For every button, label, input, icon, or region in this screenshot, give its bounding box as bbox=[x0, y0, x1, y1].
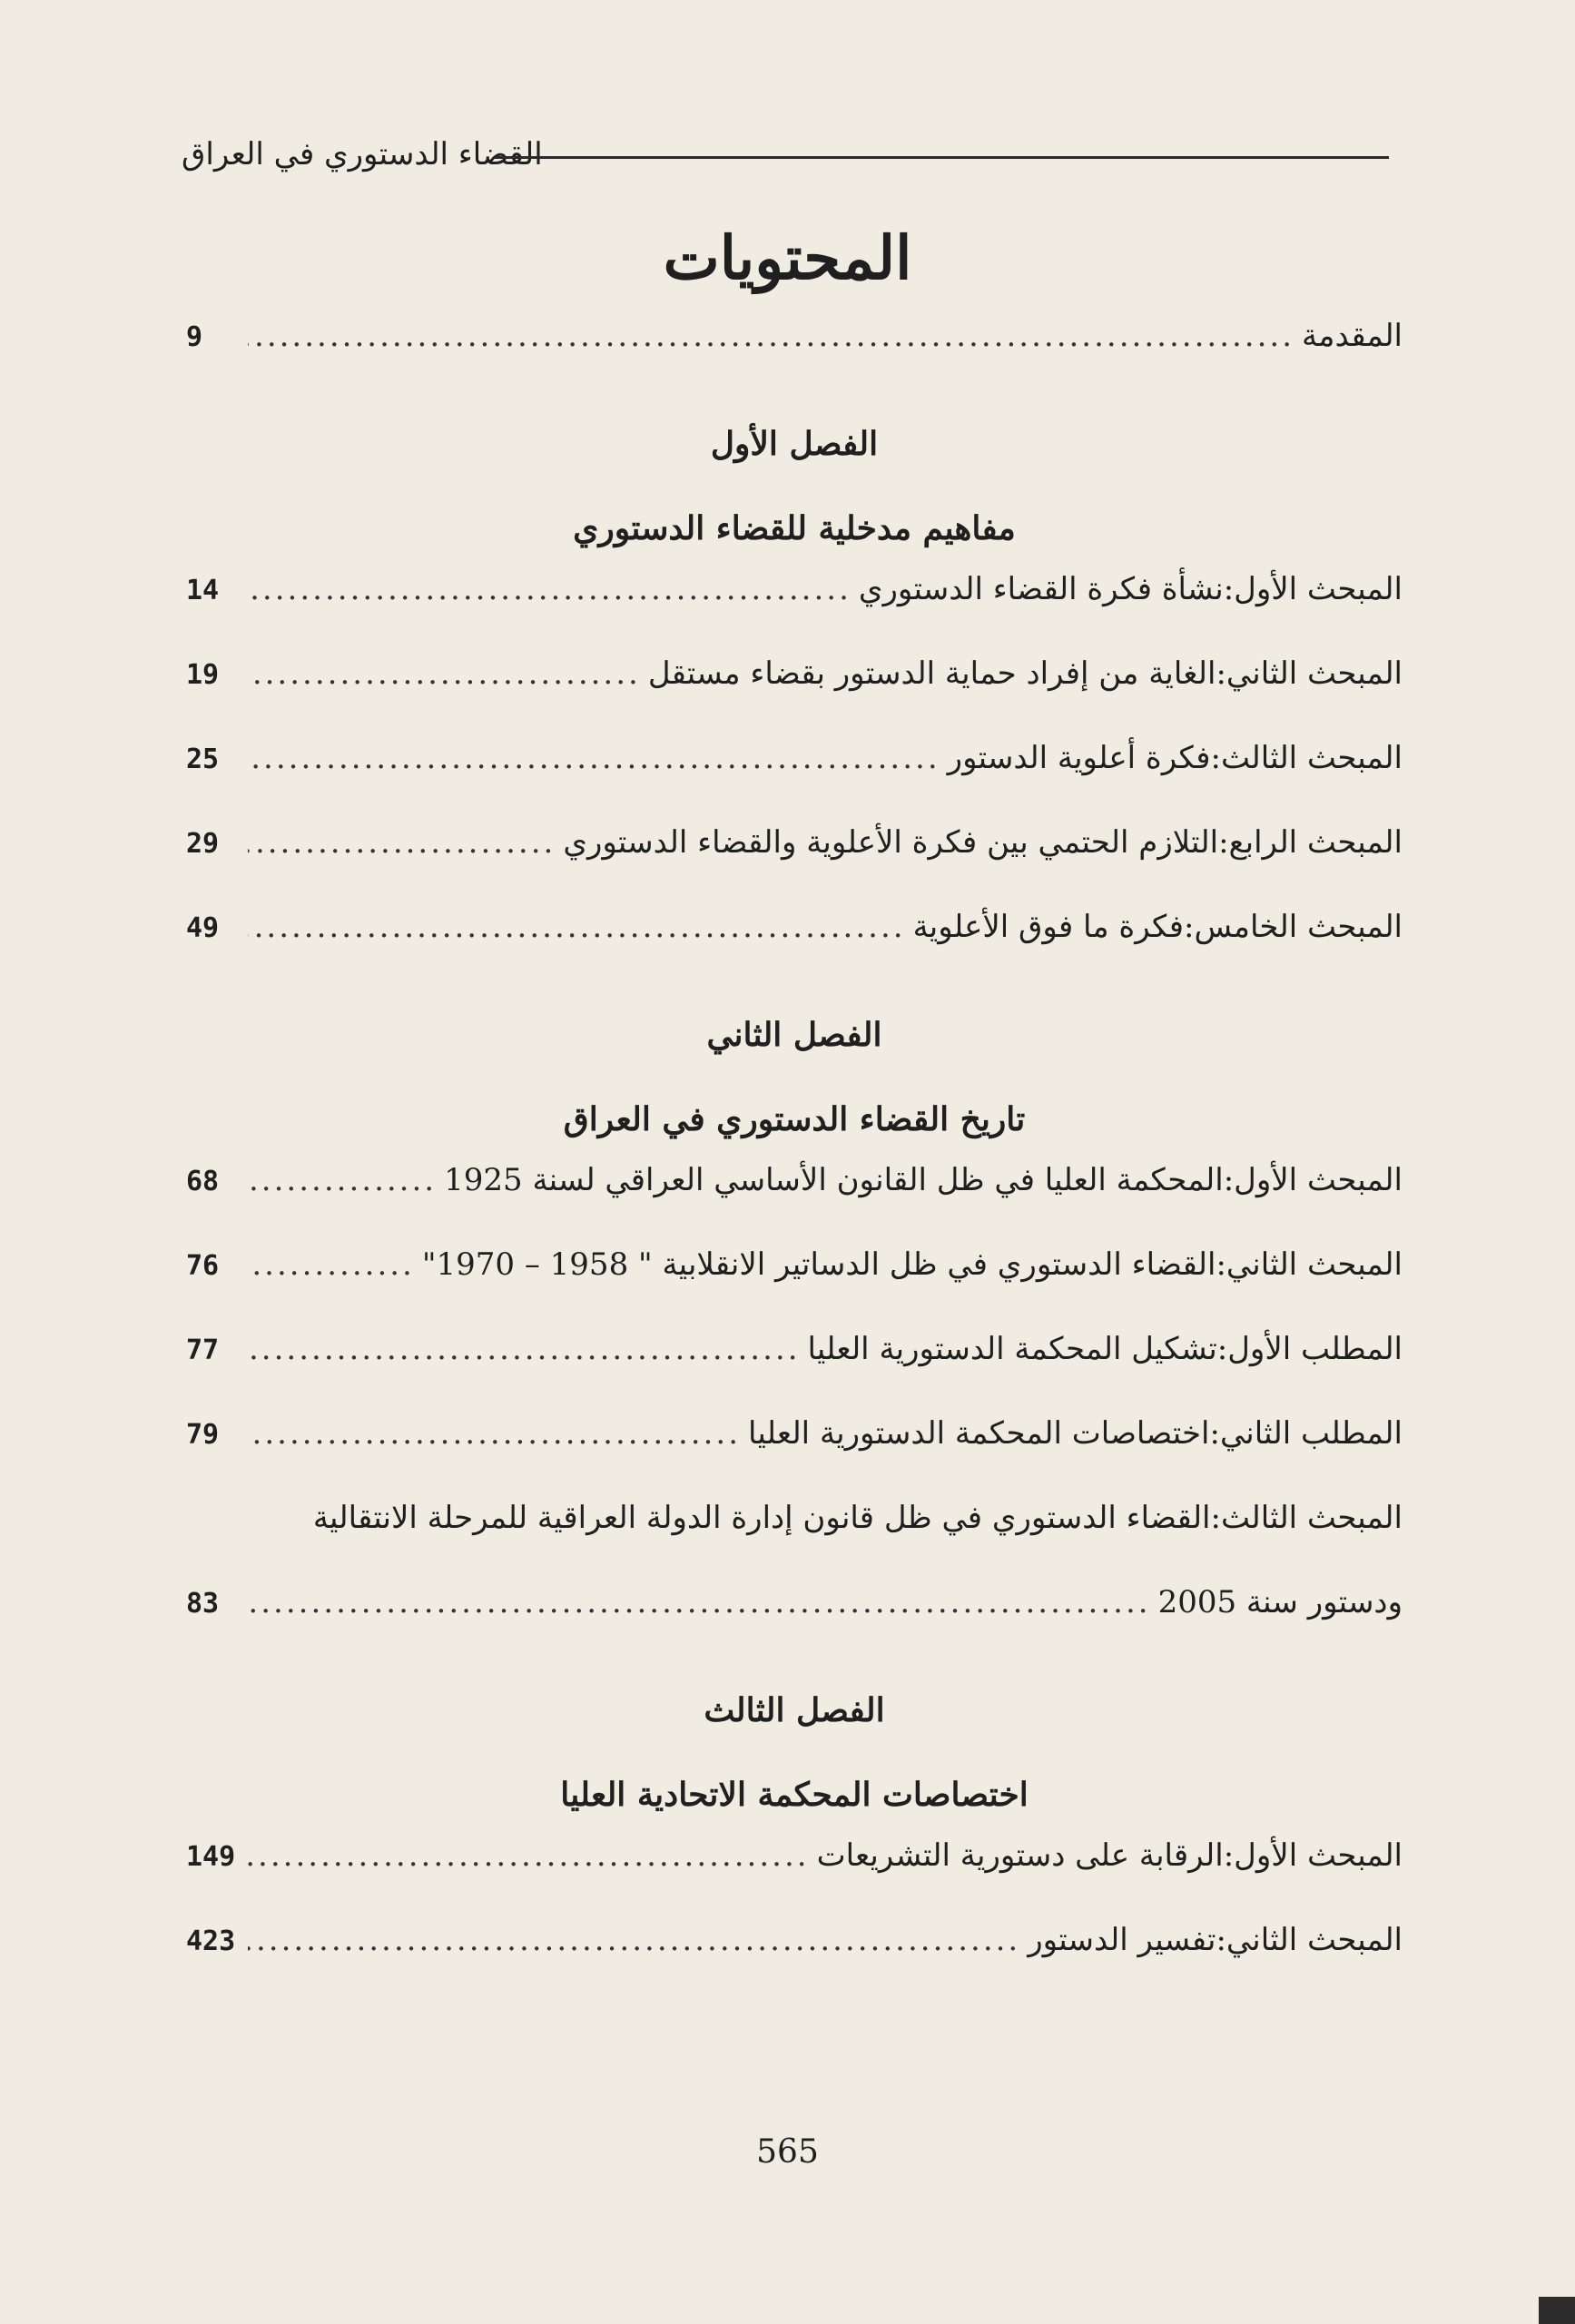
toc-entry bbox=[186, 1331, 1403, 1415]
toc-entry bbox=[186, 571, 1403, 655]
toc-entry bbox=[186, 1584, 1403, 1669]
page-title: المحتويات bbox=[663, 222, 912, 293]
running-title: القضاء الدستوري في العراق bbox=[182, 136, 543, 172]
header-rule bbox=[495, 156, 1389, 159]
table-of-contents bbox=[186, 318, 1403, 2006]
toc-entry bbox=[186, 655, 1403, 740]
toc-entry-page: 83 bbox=[186, 1588, 220, 1620]
toc-entry bbox=[186, 1246, 1403, 1331]
dot-leader bbox=[248, 571, 851, 607]
toc-entry-page: 29 bbox=[186, 828, 220, 860]
toc-entry-label: المبحث الرابع:التلازم الحتمي بين فكرة الأعلوية والقضاء الدستوري bbox=[563, 824, 1403, 861]
chapter-heading: اختصاصات المحكمة الاتحادية العليا bbox=[560, 1776, 1029, 1814]
toc-entry-label: المبحث الأول:المحكمة العليا في ظل القانون الأساسي العراقي لسنة 1925 bbox=[444, 1162, 1403, 1198]
chapter-heading: الفصل الثالث bbox=[704, 1691, 885, 1729]
toc-entry-page: 49 bbox=[186, 912, 220, 944]
dot-leader bbox=[248, 1922, 1020, 1958]
dot-leader bbox=[248, 1837, 810, 1874]
toc-entry bbox=[186, 824, 1403, 909]
toc-entry-page: 9 bbox=[186, 321, 203, 353]
toc-entry bbox=[186, 1415, 1403, 1500]
dot-leader bbox=[248, 909, 906, 945]
toc-entry-page: 25 bbox=[186, 743, 220, 775]
toc-entry-page: 19 bbox=[186, 659, 220, 691]
toc-entry bbox=[186, 1162, 1403, 1246]
dot-leader bbox=[248, 1584, 1151, 1620]
toc-entry-label: المطلب الأول:تشكيل المحكمة الدستورية العليا bbox=[807, 1331, 1403, 1367]
toc-entry-label: المبحث الخامس:فكرة ما فوق الأعلوية bbox=[912, 909, 1403, 945]
toc-entry-label: المبحث الثالث:القضاء الدستوري في ظل قانون إدارة الدولة العراقية للمرحلة الانتقالية bbox=[312, 1500, 1403, 1536]
toc-entry-label: المبحث الأول:نشأة فكرة القضاء الدستوري bbox=[858, 571, 1403, 607]
dot-leader bbox=[248, 1162, 437, 1198]
chapter-heading: الفصل الثاني bbox=[706, 1016, 882, 1054]
toc-entry-label: المقدمة bbox=[1302, 318, 1403, 354]
toc-entry-page: 149 bbox=[186, 1841, 236, 1873]
dot-leader bbox=[248, 1331, 801, 1367]
toc-entry bbox=[186, 1500, 1403, 1584]
toc-entry-label: المبحث الأول:الرقابة على دستورية التشريعات bbox=[816, 1837, 1403, 1874]
toc-entry-label: المبحث الثاني:القضاء الدستوري في ظل الدساتير الانقلابية " 1958 – 1970" bbox=[421, 1246, 1403, 1283]
toc-entry bbox=[186, 740, 1403, 824]
chapter-heading: الفصل الأول bbox=[710, 425, 879, 463]
toc-entry bbox=[186, 1922, 1403, 2006]
scan-edge-mark bbox=[1539, 2297, 1575, 2324]
toc-entry-page: 423 bbox=[186, 1925, 236, 1957]
dot-leader bbox=[248, 1415, 741, 1452]
page-number: 565 bbox=[756, 2133, 819, 2171]
dot-leader bbox=[248, 655, 641, 692]
toc-entry-label: المبحث الثاني:الغاية من إفراد حماية الدستور بقضاء مستقل bbox=[647, 655, 1403, 692]
toc-entry-page: 79 bbox=[186, 1419, 220, 1451]
dot-leader bbox=[248, 740, 940, 776]
toc-entry bbox=[186, 909, 1403, 993]
chapter-heading: تاريخ القضاء الدستوري في العراق bbox=[563, 1100, 1026, 1138]
toc-entry-label: المبحث الثاني:تفسير الدستور bbox=[1028, 1922, 1403, 1958]
dot-leader bbox=[248, 318, 1294, 354]
toc-entry-label: المطلب الثاني:اختصاصات المحكمة الدستورية العليا bbox=[748, 1415, 1403, 1452]
toc-entry bbox=[186, 1837, 1403, 1922]
toc-entry-page: 77 bbox=[186, 1334, 220, 1366]
toc-entry-label: المبحث الثالث:فكرة أعلوية الدستور bbox=[947, 740, 1403, 776]
toc-entry-page: 68 bbox=[186, 1166, 220, 1197]
running-header bbox=[182, 136, 1389, 191]
toc-entry-page: 14 bbox=[186, 575, 220, 606]
dot-leader bbox=[248, 824, 556, 861]
chapter-heading: مفاهيم مدخلية للقضاء الدستوري bbox=[573, 509, 1016, 547]
dot-leader bbox=[248, 1246, 415, 1283]
toc-entry-page: 76 bbox=[186, 1250, 220, 1282]
toc-entry bbox=[186, 318, 1403, 402]
toc-entry-label: ودستور سنة 2005 bbox=[1157, 1584, 1403, 1620]
